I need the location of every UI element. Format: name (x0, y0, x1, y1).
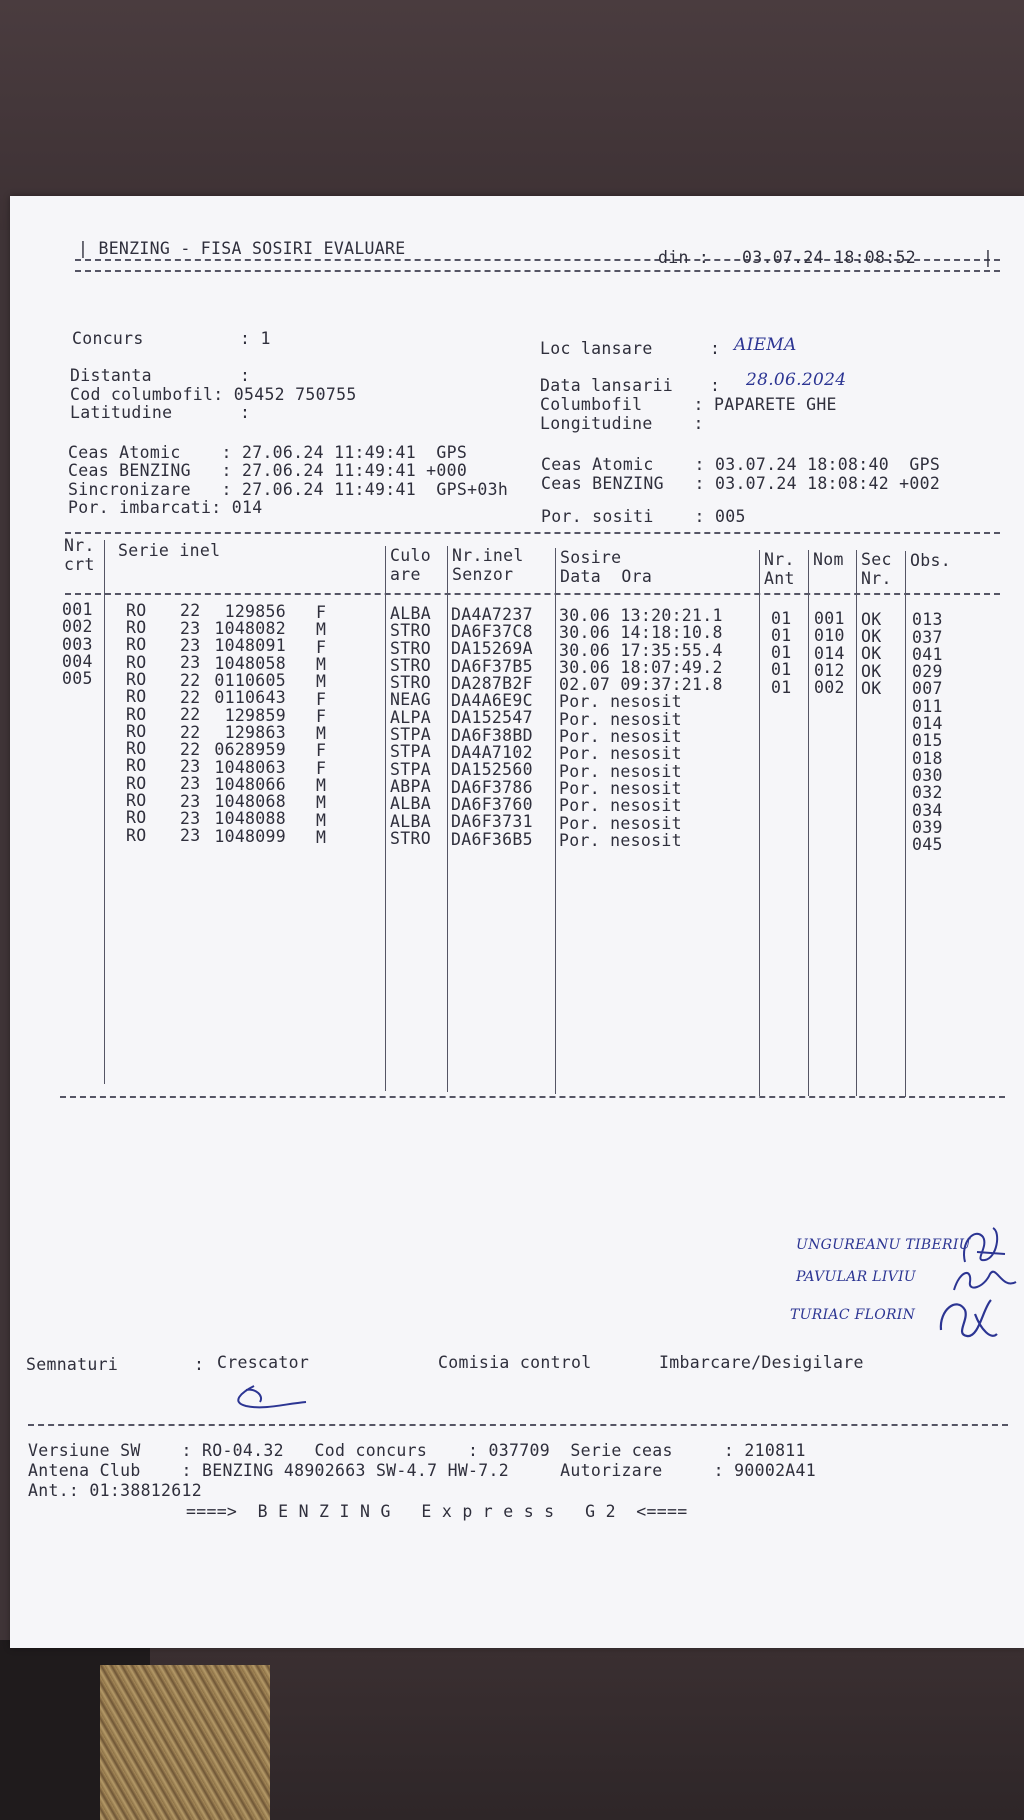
cell-ring-number: 1048068 (214, 792, 286, 812)
footer-ant: Ant.: 01:38812612 (28, 1481, 202, 1500)
cell-ring-number: 129863 (224, 722, 286, 742)
cell-obs: 014 (912, 714, 943, 734)
cell-antenna: 01 (771, 677, 792, 697)
cell-nom: 010 (814, 626, 845, 646)
cell-sex: M (316, 724, 327, 744)
cell-obs: 015 (912, 731, 943, 751)
cell-nom: 014 (814, 643, 845, 663)
cell-sensor: DA4A7102 (451, 743, 533, 763)
ceas-benzing-start: Ceas BENZING : 27.06.24 11:49:41 +000 (68, 461, 468, 480)
cell-antenna: 01 (771, 625, 792, 645)
cell-year: 22 (180, 670, 201, 690)
cell-country: RO (126, 687, 147, 707)
cell-year: 22 (180, 722, 201, 742)
cell-crt: 004 (62, 651, 93, 671)
semnaturi-label: Semnaturi (26, 1355, 119, 1374)
cell-color: STRO (390, 828, 431, 848)
col-sosire: Sosire (560, 548, 622, 567)
cell-obs: 034 (912, 800, 943, 820)
cell-country: RO (126, 669, 147, 689)
footer-antena: Antena Club : BENZING 48902663 SW-4.7 HW-7.2 Autorizare : 90002A41 (28, 1461, 817, 1480)
cell-obs: 039 (912, 817, 943, 837)
col-sec: Sec (861, 550, 892, 569)
benzing-express-banner: ====> B E N Z I N G E x p r e s s G 2 <==== (186, 1502, 688, 1521)
col-ant: Ant (764, 569, 795, 588)
distanta-value: : (240, 366, 251, 385)
cell-arrival: Por. nesosit (559, 744, 682, 764)
ceas-atomic-start: Ceas Atomic : 27.06.24 11:49:41 GPS (68, 443, 468, 462)
cell-sec: OK (861, 644, 882, 664)
col-separator (905, 551, 906, 1097)
print-date: 03.07.24 18:08:52 (742, 248, 916, 267)
cell-sensor: DA6F36B5 (451, 829, 533, 849)
col-culo: Culo (390, 546, 431, 565)
col-data-ora: Data Ora (560, 567, 653, 586)
cell-sensor: DA6F37B5 (451, 656, 533, 676)
cell-sex: M (316, 810, 327, 830)
cell-arrival: 30.06 14:18:10.8 (559, 623, 723, 643)
cell-arrival: Por. nesosit (559, 709, 682, 729)
cell-ring-number: 0628959 (214, 740, 286, 760)
table-header-rule (65, 593, 1000, 595)
col-separator (856, 550, 857, 1096)
cell-sensor: DA6F3760 (451, 794, 533, 814)
cell-arrival: Por. nesosit (559, 813, 682, 833)
cell-crt: 003 (62, 634, 93, 654)
cell-sensor: DA152560 (451, 760, 533, 780)
col-separator (808, 550, 809, 1096)
col-obs: Obs. (910, 551, 951, 570)
cell-sec: OK (861, 626, 882, 646)
footer-versiune: Versiune SW : RO-04.32 Cod concurs : 037709 Serie ceas : 210811 (28, 1441, 806, 1460)
loc-lansare-handwritten: AIEMA (734, 335, 797, 355)
cell-color: STRO (390, 673, 431, 693)
cell-nom: 012 (814, 660, 845, 680)
cell-ring-number: 0110643 (214, 688, 286, 708)
footer-rule (28, 1424, 1008, 1426)
cell-color: ALBA (390, 603, 431, 623)
cell-nom: 001 (814, 609, 845, 629)
cell-obs: 045 (912, 835, 943, 855)
cell-sec: OK (861, 661, 882, 681)
col-separator (447, 546, 448, 1092)
col-nr-inel: Nr.inel (452, 546, 524, 565)
comisia-control-label: Comisia control (438, 1353, 592, 1372)
cell-color: STPA (390, 725, 431, 745)
handwritten-name-3: TURIAC FLORIN (790, 1307, 916, 1323)
cell-year: 22 (180, 705, 201, 725)
cell-arrival: Por. nesosit (559, 692, 682, 712)
cell-year: 23 (180, 618, 201, 638)
cell-sensor: DA6F37C8 (451, 621, 533, 641)
cell-ring-number: 1048099 (214, 826, 286, 846)
ceas-benzing-end: Ceas BENZING : 03.07.24 18:08:42 +002 (541, 474, 941, 493)
cell-crt: 002 (62, 617, 93, 637)
latitudine-label: Latitudine (70, 403, 173, 422)
cell-color: STPA (390, 742, 431, 762)
por-imbarcati: Por. imbarcati: 014 (68, 498, 263, 517)
cell-obs: 032 (912, 783, 943, 803)
cell-color: STRO (390, 621, 431, 641)
cell-country: RO (126, 808, 147, 828)
cell-color: ALBA (390, 794, 431, 814)
cell-arrival: 30.06 18:07:49.2 (559, 657, 723, 677)
por-sositi: Por. sositi : 005 (541, 507, 746, 526)
cell-ring-number: 1048091 (214, 636, 286, 656)
cell-arrival: 30.06 13:20:21.1 (559, 605, 723, 625)
evaluation-sheet (10, 196, 1024, 1648)
header-bottom-rule (75, 270, 1000, 272)
cell-antenna: 01 (771, 660, 792, 680)
data-lansarii-value: : (710, 376, 721, 395)
cell-country: RO (126, 739, 147, 759)
col-are: are (390, 565, 421, 584)
col-separator (555, 548, 556, 1094)
cell-year: 22 (180, 601, 201, 621)
concurs-label: Concurs (72, 329, 144, 348)
cell-antenna: 01 (771, 643, 792, 663)
cell-arrival: Por. nesosit (559, 830, 682, 850)
cell-obs: 007 (912, 679, 943, 699)
cell-sensor: DA152547 (451, 708, 533, 728)
cell-country: RO (126, 825, 147, 845)
table-bottom-rule (60, 1096, 1005, 1098)
cell-obs: 011 (912, 696, 943, 716)
col-nom: Nom (813, 550, 844, 569)
cell-sensor: DA4A6E9C (451, 691, 533, 711)
crescator-signature (224, 1376, 314, 1416)
cell-obs: 041 (912, 644, 943, 664)
cell-obs: 030 (912, 765, 943, 785)
cell-country: RO (126, 791, 147, 811)
cell-sensor: DA15269A (451, 639, 533, 659)
cell-country: RO (126, 704, 147, 724)
cell-sex: F (316, 741, 327, 761)
cell-year: 23 (180, 636, 201, 656)
col-nr: Nr. (64, 536, 95, 555)
cell-year: 23 (180, 791, 201, 811)
sincronizare: Sincronizare : 27.06.24 11:49:41 GPS+03h (68, 480, 509, 499)
cell-color: STRO (390, 638, 431, 658)
cell-obs: 037 (912, 627, 943, 647)
cell-year: 23 (180, 809, 201, 829)
cell-year: 22 (180, 687, 201, 707)
cell-sex: F (316, 637, 327, 657)
cell-sex: M (316, 793, 327, 813)
cell-sec: OK (861, 678, 882, 698)
cell-ring-number: 1048066 (214, 774, 286, 794)
columbofil: Columbofil : PAPARETE GHE (540, 395, 837, 414)
cell-sex: F (316, 689, 327, 709)
col-nr-ant: Nr. (764, 550, 795, 569)
handwritten-name-2: PAVULAR LIVIU (796, 1269, 917, 1285)
col-senzor: Senzor (452, 565, 514, 584)
loc-lansare-value: : (710, 339, 721, 358)
ceas-atomic-end: Ceas Atomic : 03.07.24 18:08:40 GPS (541, 455, 941, 474)
cell-year: 23 (180, 774, 201, 794)
cell-sex: M (316, 672, 327, 692)
col-separator (104, 540, 105, 1084)
cell-country: RO (126, 756, 147, 776)
cell-year: 23 (180, 653, 201, 673)
col-sec-nr: Nr. (861, 569, 892, 588)
handwritten-name-1: UNGUREANU TIBERIU (796, 1237, 971, 1253)
cell-sensor: DA287B2F (451, 673, 533, 693)
cell-crt: 005 (62, 669, 93, 689)
latitudine-value: : (240, 403, 251, 422)
cell-sensor: DA6F3786 (451, 777, 533, 797)
data-lansarii-label: Data lansarii (540, 376, 674, 395)
cell-arrival: Por. nesosit (559, 796, 682, 816)
crescator-label: Crescator (217, 1353, 310, 1372)
header-right-bar: | (983, 248, 994, 267)
cell-sec: OK (861, 609, 882, 629)
cell-arrival: 30.06 17:35:55.4 (559, 640, 723, 660)
longitudine: Longitudine : (540, 414, 704, 433)
cell-color: STPA (390, 759, 431, 779)
loc-lansare-label: Loc lansare (540, 339, 653, 358)
cell-arrival: 02.07 09:37:21.8 (559, 675, 723, 695)
cell-ring-number: 1048063 (214, 757, 286, 777)
cell-color: STRO (390, 655, 431, 675)
cell-sex: F (316, 706, 327, 726)
cell-year: 22 (180, 739, 201, 759)
cell-sex: F (316, 758, 327, 778)
distanta-label: Distanta (70, 366, 152, 385)
col-separator (385, 546, 386, 1091)
data-lansarii-handwritten: 28.06.2024 (746, 370, 847, 390)
cell-ring-number: 1048082 (214, 619, 286, 639)
cell-arrival: Por. nesosit (559, 778, 682, 798)
cell-crt: 001 (62, 600, 93, 620)
concurs-value: : 1 (240, 329, 271, 348)
cell-ring-number: 129856 (224, 601, 286, 621)
cell-sex: M (316, 827, 327, 847)
cell-country: RO (126, 721, 147, 741)
cell-color: ABPA (390, 776, 431, 796)
cell-ring-number: 129859 (224, 705, 286, 725)
table-top-rule (65, 532, 1000, 534)
cell-year: 23 (180, 757, 201, 777)
cell-color: ALPA (390, 707, 431, 727)
cell-country: RO (126, 618, 147, 638)
signature-scribble-3 (935, 1290, 1005, 1344)
cell-country: RO (126, 773, 147, 793)
col-separator (759, 550, 760, 1096)
cell-country: RO (126, 652, 147, 672)
cell-sensor: DA6F3731 (451, 812, 533, 832)
cell-sex: M (316, 776, 327, 796)
cell-ring-number: 1048088 (214, 809, 286, 829)
cell-color: ALBA (390, 811, 431, 831)
cod-columbofil: Cod columbofil: 05452 750755 (70, 385, 357, 404)
cell-arrival: Por. nesosit (559, 761, 682, 781)
cell-nom: 002 (814, 678, 845, 698)
col-serie-inel: Serie inel (118, 541, 221, 560)
col-crt: crt (64, 555, 95, 574)
imbarcare-desigilare-label: Imbarcare/Desigilare (659, 1353, 864, 1372)
cell-color: NEAG (390, 690, 431, 710)
cell-sensor: DA6F38BD (451, 725, 533, 745)
cell-obs: 013 (912, 610, 943, 630)
cell-country: RO (126, 600, 147, 620)
sheet-title: | BENZING - FISA SOSIRI EVALUARE (78, 239, 406, 258)
cell-arrival: Por. nesosit (559, 727, 682, 747)
semnaturi-colon: : (194, 1355, 205, 1374)
cell-sex: M (316, 620, 327, 640)
cell-year: 23 (180, 826, 201, 846)
cell-obs: 018 (912, 748, 943, 768)
background-straw (100, 1665, 270, 1820)
cell-country: RO (126, 635, 147, 655)
cell-obs: 029 (912, 662, 943, 682)
cell-ring-number: 1048058 (214, 653, 286, 673)
date-label: din : (658, 248, 710, 267)
cell-antenna: 01 (771, 608, 792, 628)
cell-sex: F (316, 603, 327, 623)
cell-sex: M (316, 654, 327, 674)
cell-sensor: DA4A7237 (451, 604, 533, 624)
cell-ring-number: 0110605 (214, 671, 286, 690)
